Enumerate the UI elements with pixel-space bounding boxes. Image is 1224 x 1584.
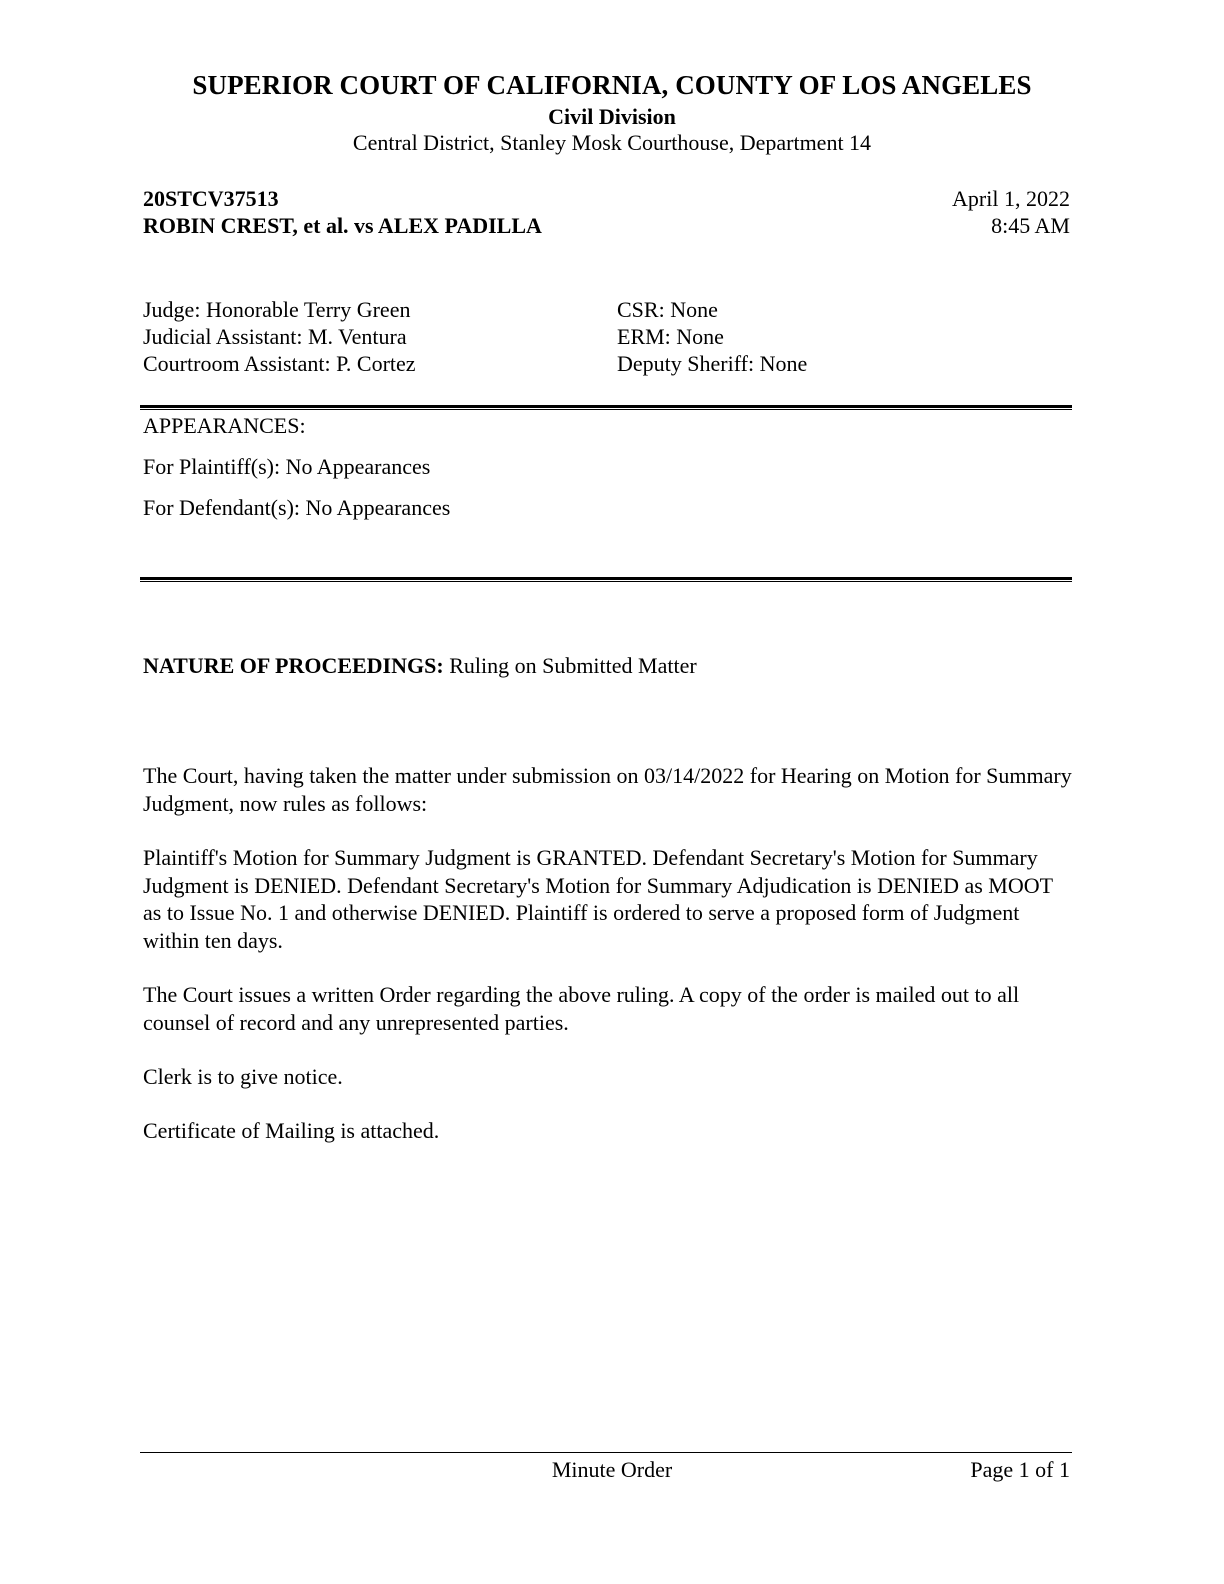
- case-title: ROBIN CREST, et al. vs ALEX PADILLA: [143, 213, 542, 238]
- nature-label: NATURE OF PROCEEDINGS:: [143, 653, 444, 678]
- nature-value: Ruling on Submitted Matter: [449, 653, 697, 678]
- nature-of-proceedings: [143, 653, 697, 679]
- hearing-date: April 1, 2022: [952, 186, 1070, 211]
- staff-left-column: [143, 296, 416, 377]
- body-paragraph: Clerk is to give notice.: [143, 1064, 343, 1089]
- appearances-heading: APPEARANCES:: [143, 413, 306, 438]
- footer-title: Minute Order: [551, 1457, 673, 1482]
- defendant-appearance: For Defendant(s): No Appearances: [143, 495, 451, 520]
- district-line: Central District, Stanley Mosk Courthouse, Department 14: [352, 130, 872, 155]
- judicial-assistant-line: Judicial Assistant: M. Ventura: [143, 324, 407, 349]
- deputy-sheriff-line: Deputy Sheriff: None: [617, 351, 808, 376]
- division-heading: Civil Division: [548, 104, 676, 129]
- case-number: 20STCV37513: [143, 186, 279, 211]
- judge-line: Judge: Honorable Terry Green: [143, 297, 411, 322]
- csr-line: CSR: None: [617, 297, 718, 322]
- erm-line: ERM: None: [617, 324, 724, 349]
- divider-bottom: [140, 577, 1072, 582]
- court-name: SUPERIOR COURT OF CALIFORNIA, COUNTY OF LOS ANGELES: [192, 70, 1032, 100]
- divider-top: [140, 405, 1072, 410]
- body-paragraph: Plaintiff's Motion for Summary Judgment is GRANTED. Defendant Secretary's Motion for Summary Judgment is DENIED. Defendant Secretary's Motion for Summary Adjudication is DENIED as MOOT as to Issue No. 1 and otherwise DENIED. Plaintiff is ordered to serve a proposed form of Judgment within ten days.: [143, 845, 1053, 953]
- staff-right-column: [617, 296, 807, 377]
- body-paragraph: The Court issues a written Order regarding the above ruling. A copy of the order is mailed out to all counsel of record and any unrepresented parties.: [143, 982, 1020, 1035]
- plaintiff-appearance: For Plaintiff(s): No Appearances: [143, 454, 431, 479]
- body-paragraph: Certificate of Mailing is attached.: [143, 1118, 440, 1143]
- courtroom-assistant-line: Courtroom Assistant: P. Cortez: [143, 351, 416, 376]
- page-number: Page 1 of 1: [970, 1457, 1070, 1482]
- hearing-time: 8:45 AM: [991, 213, 1070, 238]
- body-paragraph: The Court, having taken the matter under submission on 03/14/2022 for Hearing on Motion for Summary Judgment, now rules as follows:: [143, 763, 1072, 816]
- footer-divider: [140, 1452, 1072, 1453]
